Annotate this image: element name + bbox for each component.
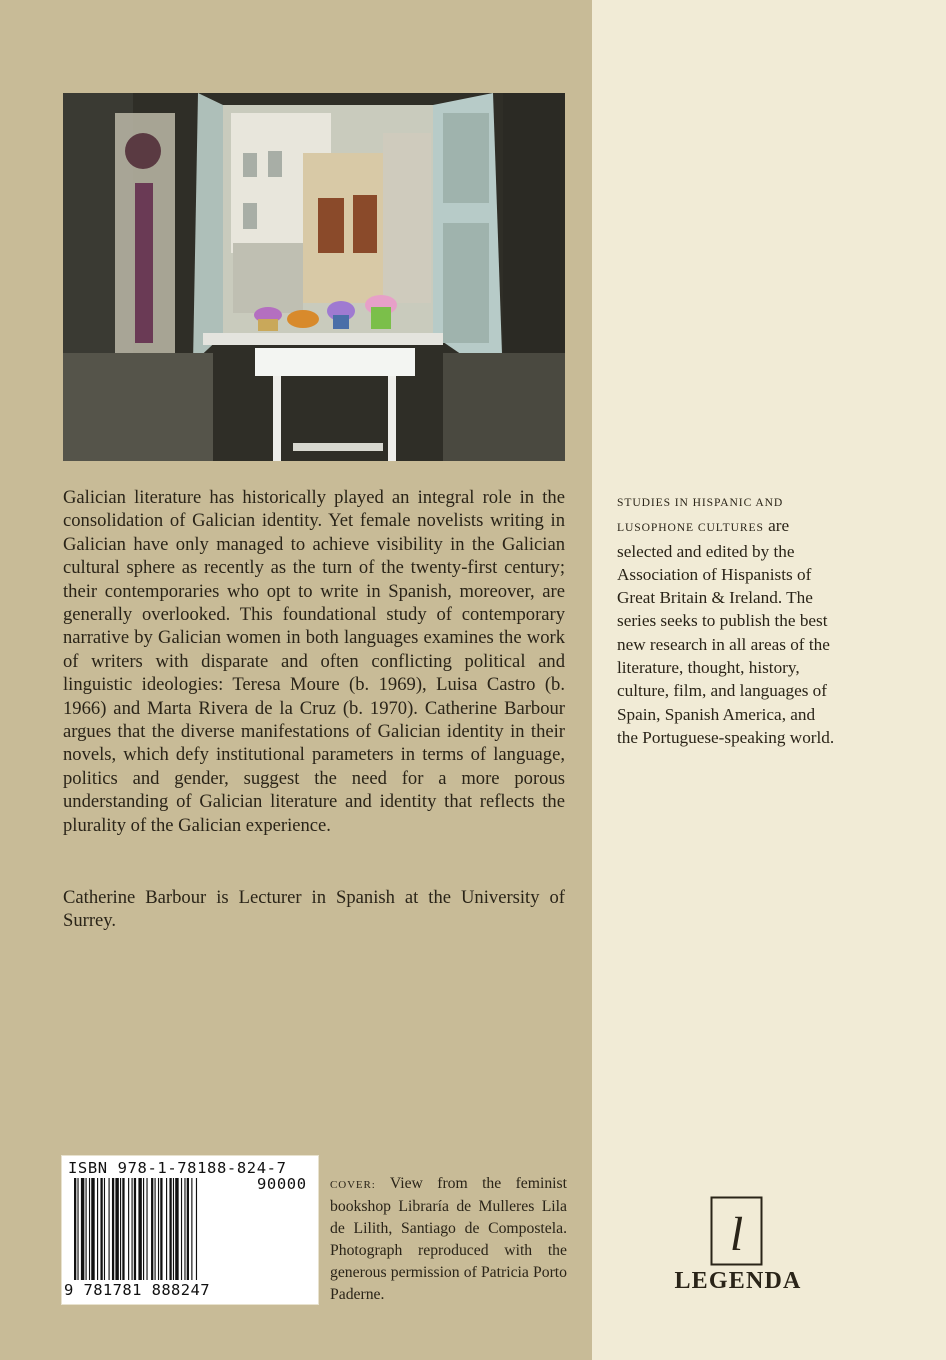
barcode-bar — [128, 1178, 129, 1280]
cover-credit — [330, 1173, 567, 1307]
barcode-bar — [97, 1178, 98, 1280]
barcode-bar — [100, 1178, 102, 1280]
barcode-bar — [175, 1178, 178, 1280]
book-blurb: Galician literature has historically played an integral role in the consolidation of Galician identity. Yet female novelists writing in Galician have only managed to achieve visibility in the Galician cultural sphere as recently as the turn of the twenty-first century; their contemporaries who opt to write in Spanish, moreover, are generally overlooked. This foundational study of contemporary narrative by Galician women in both languages examines the work of writers with disparate and often conflicting political and linguistic ideologies: Teresa Moure (b. 1969), Luisa Castro (b. 1966) and Marta Rivera de la Cruz (b. 1970). Catherine Barbour argues that the diverse manifestations of Galician identity in their novels, which defy institutional parameters in terms of language, politics and gender, suggest the need for a more porous understanding of Galician literature and identity that reflects the plurality of the Galician experience. — [63, 487, 565, 836]
barcode-bar — [134, 1178, 136, 1280]
barcode-bar — [132, 1178, 133, 1280]
ean-digits: 9 781781 888247 — [64, 1281, 210, 1299]
barcode-bar — [187, 1178, 189, 1280]
barcode-bar — [109, 1178, 110, 1280]
barcode-bar — [115, 1178, 118, 1280]
isbn-number: ISBN 978-1-78188-824-7 — [68, 1159, 287, 1177]
barcode-bar — [196, 1178, 197, 1280]
logo-letter: l — [729, 1208, 744, 1261]
barcode-bar — [146, 1178, 147, 1280]
price-code: 90000 — [257, 1175, 307, 1193]
author-bio: Catherine Barbour is Lecturer in Spanish at the University of Surrey. — [63, 887, 565, 932]
barcode-bar — [120, 1178, 121, 1280]
barcode-bar — [91, 1178, 94, 1280]
isbn-barcode — [61, 1155, 319, 1305]
barcode-bar — [158, 1178, 159, 1280]
barcode-bar — [160, 1178, 162, 1280]
barcode-bar — [169, 1178, 171, 1280]
barcode-bar — [81, 1178, 84, 1280]
barcode-bar — [143, 1178, 144, 1280]
barcode-bar — [155, 1178, 156, 1280]
series-name: STUDIES IN HISPANIC AND LUSOPHONE CULTURES — [617, 496, 784, 535]
cover-credit-text: View from the feminist bookshop Libraría de Mulleres Lila de Lilith, Santiago de Compostela. Photograph reproduced with the generous permission of Patricia Porto Paderne. — [330, 1175, 567, 1304]
series-description: are selected and edited by the Association of Hispanists of Great Britain & Ireland. The series seeks to publish the best new research in all areas of the literature, thought, history, culture, film, and languages of Spain, Spanish America, and the Portuguese-speaking world. — [617, 516, 835, 747]
barcode-bar — [86, 1178, 87, 1280]
barcode-bar — [151, 1178, 153, 1280]
publisher-name: LEGENDA — [674, 1268, 802, 1294]
barcode-bar — [122, 1178, 124, 1280]
legenda-logo-icon — [710, 1196, 763, 1266]
cover-credit-label: COVER: — [330, 1179, 376, 1191]
series-note — [617, 489, 839, 749]
barcode-bar — [89, 1178, 90, 1280]
barcode-bar — [184, 1178, 185, 1280]
barcode-bar — [77, 1178, 78, 1280]
barcode-bar — [104, 1178, 105, 1280]
barcode-bar — [112, 1178, 114, 1280]
barcode-bar — [181, 1178, 182, 1280]
barcode-bar — [74, 1178, 76, 1280]
barcode-bar — [138, 1178, 141, 1280]
barcode-bars — [74, 1178, 309, 1280]
barcode-bar — [173, 1178, 174, 1280]
cover-photo — [63, 93, 565, 461]
barcode-bar — [166, 1178, 167, 1280]
barcode-bar — [191, 1178, 192, 1280]
